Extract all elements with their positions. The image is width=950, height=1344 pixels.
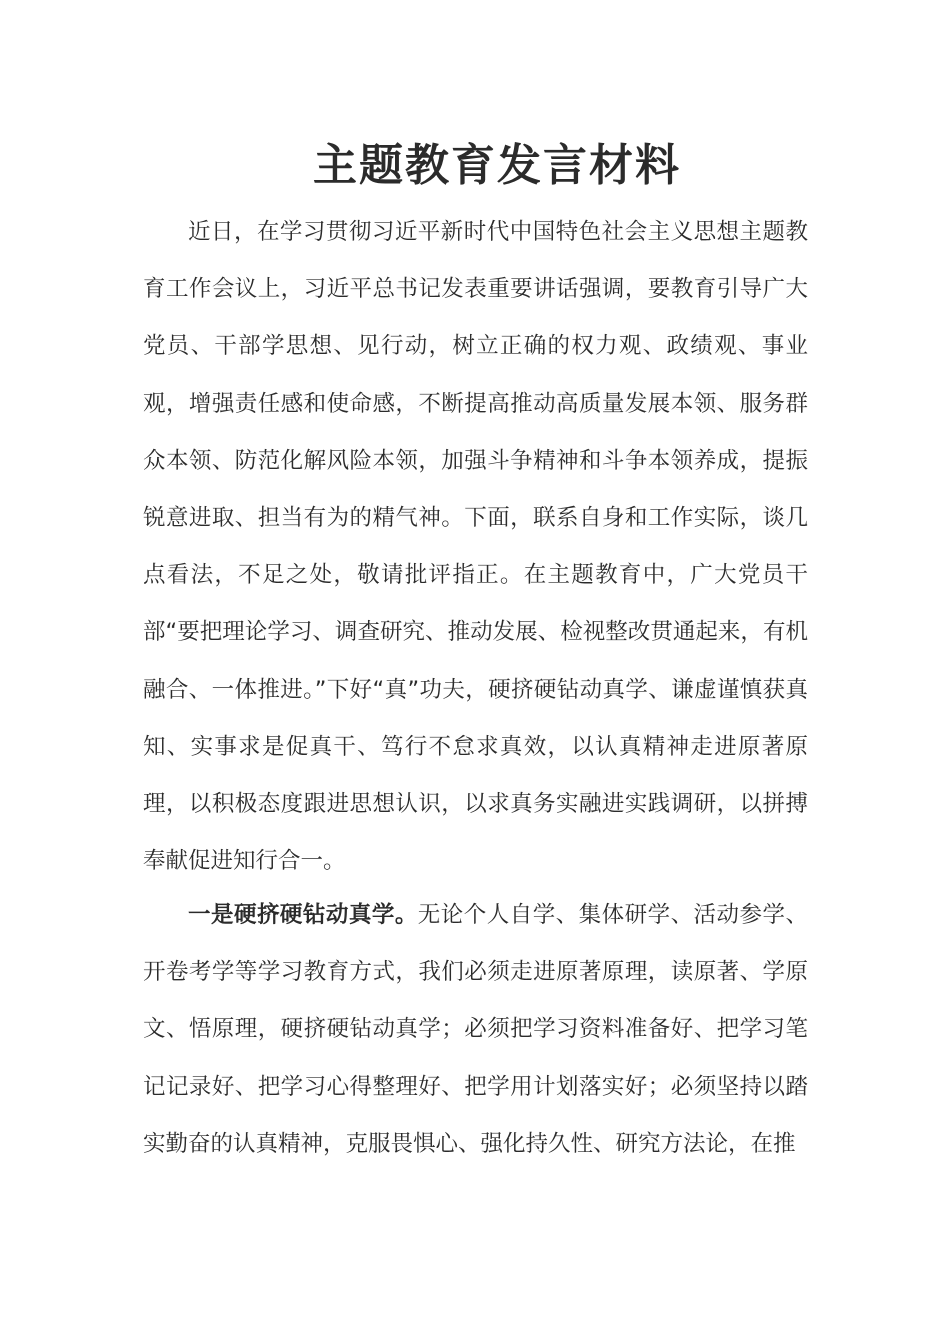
document-title: 主题教育发言材料 bbox=[313, 140, 681, 191]
paragraph-intro bbox=[143, 204, 808, 890]
paragraph-lead-heading: 一是硬挤硬钻动真学。 bbox=[188, 902, 418, 928]
paragraph-text: 近日，在学习贯彻习近平新时代中国特色社会主义思想主题教育工作会议上，习近平总书记发表重要讲话强调，要教育引导广大党员、干部学思想、见行动，树立正确的权力观、政绩观、事业观，增强责任感和使命感，不断提高推动高质量发展本领、服务群众本领、防范化解风险本领，加强斗争精神和斗争本领养成，提振锐意进取、担当有为的精气神。下面，联系自身和工作实际，谈几点看法，不足之处，敬请批评指正。在主题教育中，广大党员干部“要把理论学习、调查研究、推动发展、检视整改贯通起来，有机融合、一体推进。”下好“真”功夫，硬挤硬钻动真学、谦虚谨慎获真知、实事求是促真干、笃行不怠求真效，以认真精神走进原著原理，以积极态度跟进思想认识，以求真务实融进实践调研，以拼搏奉献促进知行合一。 bbox=[143, 219, 808, 875]
paragraph-point-one bbox=[143, 887, 808, 1173]
paragraph-text: 无论个人自学、集体研学、活动参学、开卷考学等学习教育方式，我们必须走进原著原理，读原著、学原文、悟原理，硬挤硬钻动真学；必须把学习资料准备好、把学习笔记记录好、把学习心得整理好、把学用计划落实好；必须坚持以踏实勤奋的认真精神，克服畏惧心、强化持久性、研究方法论，在推 bbox=[143, 902, 808, 1157]
